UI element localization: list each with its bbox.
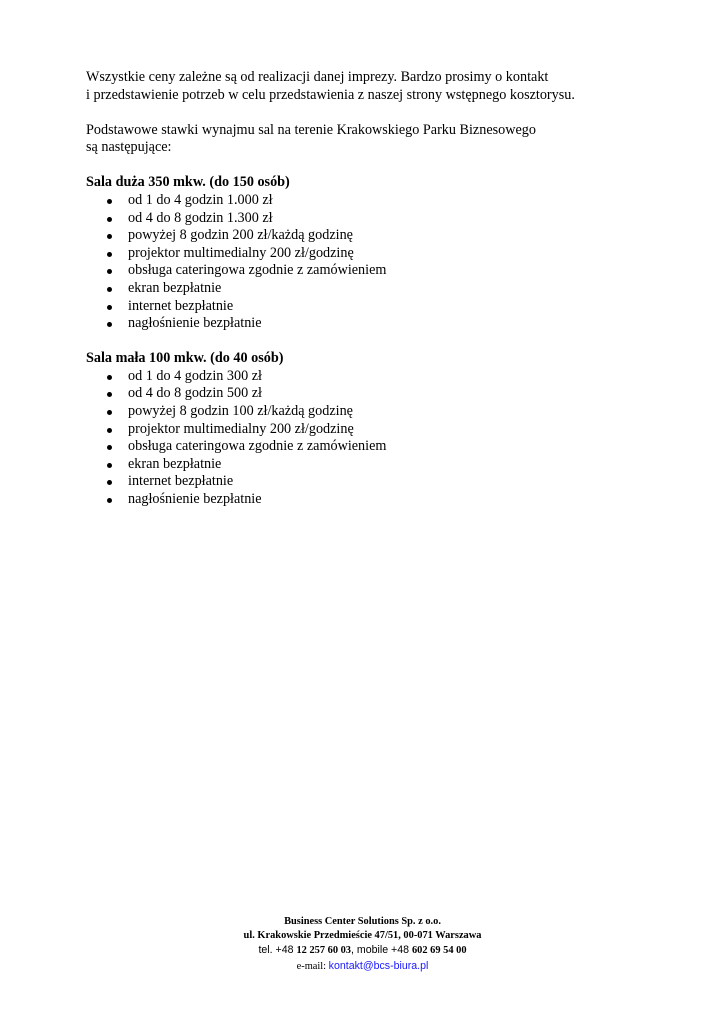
list-item-text: ekran bezpłatnie (128, 279, 222, 296)
list-item-text: powyżej 8 godzin 100 zł/każdą godzinę (128, 403, 353, 419)
rates-intro-paragraph (86, 122, 646, 157)
bullet-icon (107, 392, 112, 397)
small-hall-heading: Sala mała 100 mkw. (do 40 osób) (86, 350, 284, 367)
bullet-icon (107, 252, 112, 257)
footer-email-link[interactable]: kontakt@bcs-biura.pl (328, 959, 429, 972)
list-item (86, 262, 646, 280)
list-item-text: od 4 do 8 godzin 500 zł (128, 385, 262, 402)
list-item-text: projektor multimedialny 200 zł/godzinę (128, 420, 354, 437)
list-item (86, 245, 646, 263)
list-item (86, 210, 646, 228)
list-item-text: projektor multimedialny 200 zł/godzinę (128, 244, 354, 261)
list-item (86, 385, 646, 403)
list-item (86, 192, 646, 210)
list-item-text: internet bezpłatnie (128, 297, 234, 314)
large-hall-rate-list (86, 192, 646, 333)
bullet-icon (107, 217, 112, 222)
list-item-text: powyżej 8 godzin 200 zł/każdą godzinę (128, 227, 353, 244)
rates-intro-line-2: są następujące: (86, 139, 172, 156)
list-item (86, 368, 646, 386)
list-item-text: internet bezpłatnie (128, 473, 234, 490)
list-item (86, 421, 646, 439)
intro-line-1: Wszystkie ceny zależne są od realizacji danej imprezy. Bardzo prosimy o kontakt (86, 69, 549, 85)
bullet-icon (107, 428, 112, 433)
footer-mobile-prefix: , mobile +48 (351, 944, 412, 957)
bullet-icon (107, 287, 112, 292)
footer-phones (0, 943, 725, 958)
list-item-text: nagłośnienie bezpłatnie (128, 490, 262, 507)
footer-company: Business Center Solutions Sp. z o.o. (284, 916, 441, 927)
large-hall-heading: Sala duża 350 mkw. (do 150 osób) (86, 174, 290, 191)
list-item (86, 280, 646, 298)
bullet-icon (107, 199, 112, 204)
list-item-text: od 1 do 4 godzin 1.000 zł (128, 191, 273, 208)
list-item-text: nagłośnienie bezpłatnie (128, 315, 262, 332)
bullet-icon (107, 463, 112, 468)
bullet-icon (107, 375, 112, 380)
footer-address: ul. Krakowskie Przedmieście 47/51, 00-071 Warszawa (243, 930, 482, 942)
list-item (86, 456, 646, 474)
bullet-icon (107, 305, 112, 310)
document-body (86, 69, 646, 526)
bullet-icon (107, 498, 112, 503)
intro-line-2: i przedstawienie potrzeb w celu przedstawienia z naszej strony wstępnego kosztorysu. (86, 86, 575, 103)
list-item (86, 438, 646, 456)
bullet-icon (107, 480, 112, 485)
bullet-icon (107, 322, 112, 327)
bullet-icon (107, 269, 112, 274)
bullet-icon (107, 445, 112, 450)
footer-email-label: e-mail: (296, 960, 329, 972)
intro-paragraph (86, 69, 646, 104)
footer-email-line (0, 959, 725, 974)
list-item-text: ekran bezpłatnie (128, 455, 222, 472)
bullet-icon (107, 234, 112, 239)
list-item (86, 227, 646, 245)
bullet-icon (107, 410, 112, 415)
list-item (86, 473, 646, 491)
list-item (86, 491, 646, 509)
list-item-text: od 4 do 8 godzin 1.300 zł (128, 209, 273, 226)
small-hall-rate-list (86, 368, 646, 509)
list-item-text: obsługa cateringowa zgodnie z zamówieniem (128, 438, 387, 455)
list-item-text: od 1 do 4 godzin 300 zł (128, 367, 262, 384)
list-item (86, 298, 646, 316)
list-item (86, 403, 646, 421)
rates-intro-line-1: Podstawowe stawki wynajmu sal na terenie Krakowskiego Parku Biznesowego (86, 121, 536, 138)
page-footer (0, 915, 725, 974)
footer-tel-number: 12 257 60 03 (296, 945, 352, 957)
footer-tel-prefix: tel. +48 (258, 944, 297, 957)
list-item (86, 315, 646, 333)
list-item-text: obsługa cateringowa zgodnie z zamówieniem (128, 262, 387, 279)
footer-mobile-number: 602 69 54 00 (411, 945, 467, 957)
